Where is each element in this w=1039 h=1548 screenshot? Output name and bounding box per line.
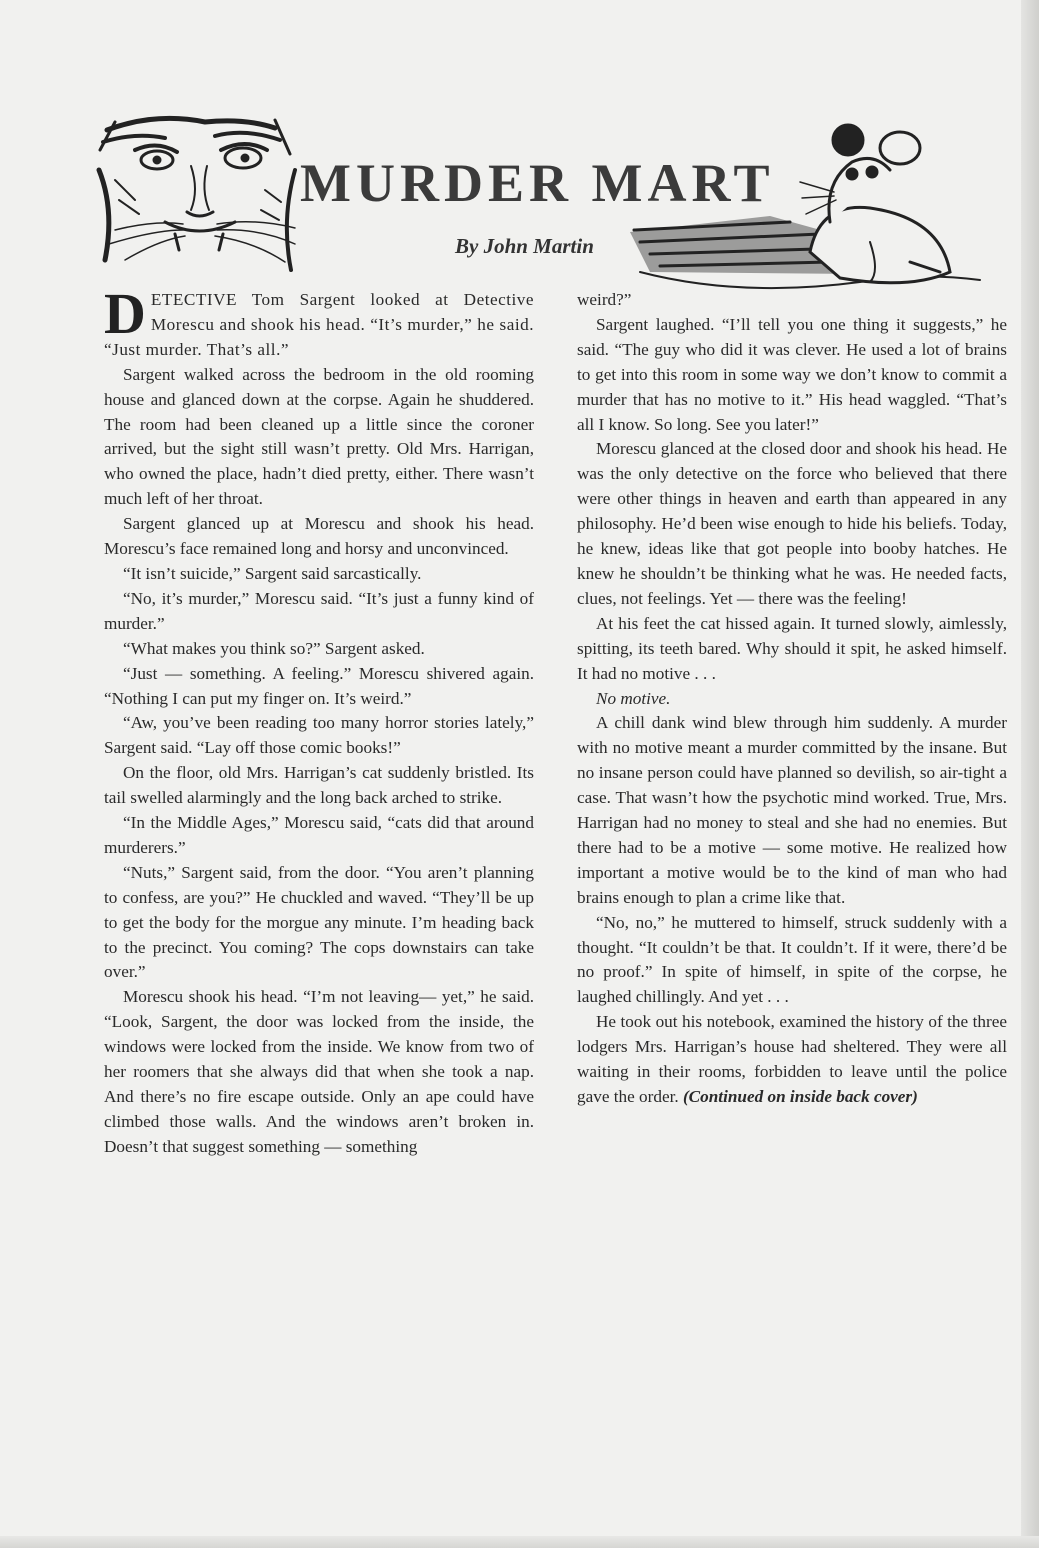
opening-text: ETECTIVE Tom Sargent looked at Detective Morescu and shook his head. “It’s murder,” he said. “Just murder. That’s all.” — [104, 290, 534, 359]
article-paragraph: “Just — something. A feeling.” Morescu shivered again. “Nothing I can put my finger on. It’s weird.” — [104, 663, 534, 708]
last-paragraph-text: He took out his notebook, examined the history of the three lodgers Mrs. Harrigan’s house had sheltered. They were all waiting in their rooms, forbidden to leave until the police gave the order. — [577, 1012, 1007, 1106]
article-paragraph: “In the Middle Ages,” Morescu said, “cats did that around murderers.” — [104, 813, 534, 857]
article-byline: By John Martin — [455, 234, 594, 258]
drop-cap: D — [104, 281, 146, 346]
article-left-column — [104, 281, 534, 1160]
article-paragraph: On the floor, old Mrs. Harrigan’s cat suddenly bristled. Its tail swelled alarmingly and the long back arched to strike. — [104, 763, 534, 808]
article-paragraph: At his feet the cat hissed again. It turned slowly, aimlessly, spitting, its teeth bared. Why should it spit, he asked himself. It had no motive . . . — [577, 613, 1007, 683]
cat-face-illustration — [95, 110, 300, 280]
article-paragraph: Morescu shook his head. “I’m not leaving— yet,” he said. “Look, Sargent, the door was locked from the inside, the windows were locked from the inside. We know from two of her roomers that she always did that when she took a nap. And there’s no fire escape outside. Only an ape could have climbed those walls. And the windows aren’t broken in. Doesn’t that suggest something — something — [104, 987, 534, 1156]
article-paragraph: “No, no,” he muttered to himself, struck suddenly with a thought. “It couldn’t be that. It couldn’t. If it were, there’d be no proof.” In spite of himself, in spite of the corpse, he laughed chillingly. And yet . . . — [577, 912, 1007, 1007]
article-paragraph: Sargent glanced up at Morescu and shook his head. Morescu’s face remained long and horsy and unconvinced. — [104, 514, 534, 559]
article-paragraph: A chill dank wind blew through him suddenly. A murder with no motive meant a murder committed by the insane. But no insane person could have planned so devilish, so air-tight a case. That wasn’t how the psychotic mind worked. True, Mrs. Harrigan had no money to steal and she had no enemies. But there had to be a motive — some motive. He realized how important a motive would be to the kind of man who had brains enough to plan a crime like that. — [577, 713, 1007, 907]
article-paragraph: “No, it’s murder,” Morescu said. “It’s just a funny kind of murder.” — [104, 588, 534, 633]
article-paragraph: “Aw, you’ve been reading too many horror stories lately,” Sargent said. “Lay off those comic books!” — [104, 713, 534, 758]
article-paragraph: “It isn’t suicide,” Sargent said sarcastically. — [123, 563, 422, 583]
article-right-column — [577, 288, 1007, 1110]
article-continuation: weird?” — [577, 290, 632, 309]
mouse-illustration — [620, 122, 990, 302]
page-bottom-edge — [0, 1536, 1039, 1548]
article-paragraph: “Nuts,” Sargent said, from the door. “You aren’t planning to confess, are you?” He chuckled and waved. “They’ll be up to get the body for the morgue any minute. I’m heading back to the precinct. You coming? The cops downstairs can take over.” — [104, 862, 534, 982]
article-paragraph: Sargent laughed. “I’ll tell you one thing it suggests,” he said. “The guy who did it was clever. He used a lot of brains to get into this room in some way we don’t know to commit a murder that has no motive to it.” His head waggled. “That’s all I know. So long. See you later!” — [577, 314, 1007, 434]
article-paragraph — [104, 281, 534, 363]
article-title: MURDER MART — [300, 153, 775, 213]
article-italic-line: No motive. — [596, 688, 671, 708]
article-paragraph: Morescu glanced at the closed door and shook his head. He was the only detective on the force who believed that there were other things in heaven and earth than appeared in any philosophy. He’d been wise enough to hide his beliefs. Today, he knew, ideas like that got people into booby hatches. He knew he shouldn’t be thinking what he was. He needed facts, clues, not feelings. Yet — there was the feeling! — [577, 439, 1007, 608]
continued-note: (Continued on inside back cover) — [682, 1087, 918, 1106]
article-paragraph: “What makes you think so?” Sargent asked. — [123, 638, 425, 658]
page-edge-shadow — [1021, 0, 1039, 1548]
article-paragraph — [577, 1010, 1007, 1110]
article-paragraph: Sargent walked across the bedroom in the old rooming house and glanced down at the corpse. Again he shuddered. The room had been cleaned up a little since the coroner arrived, but the sight still wasn’t pretty. Old Mrs. Harrigan, who owned the place, hadn’t died pretty, either. There wasn’t much left of her throat. — [104, 364, 534, 509]
